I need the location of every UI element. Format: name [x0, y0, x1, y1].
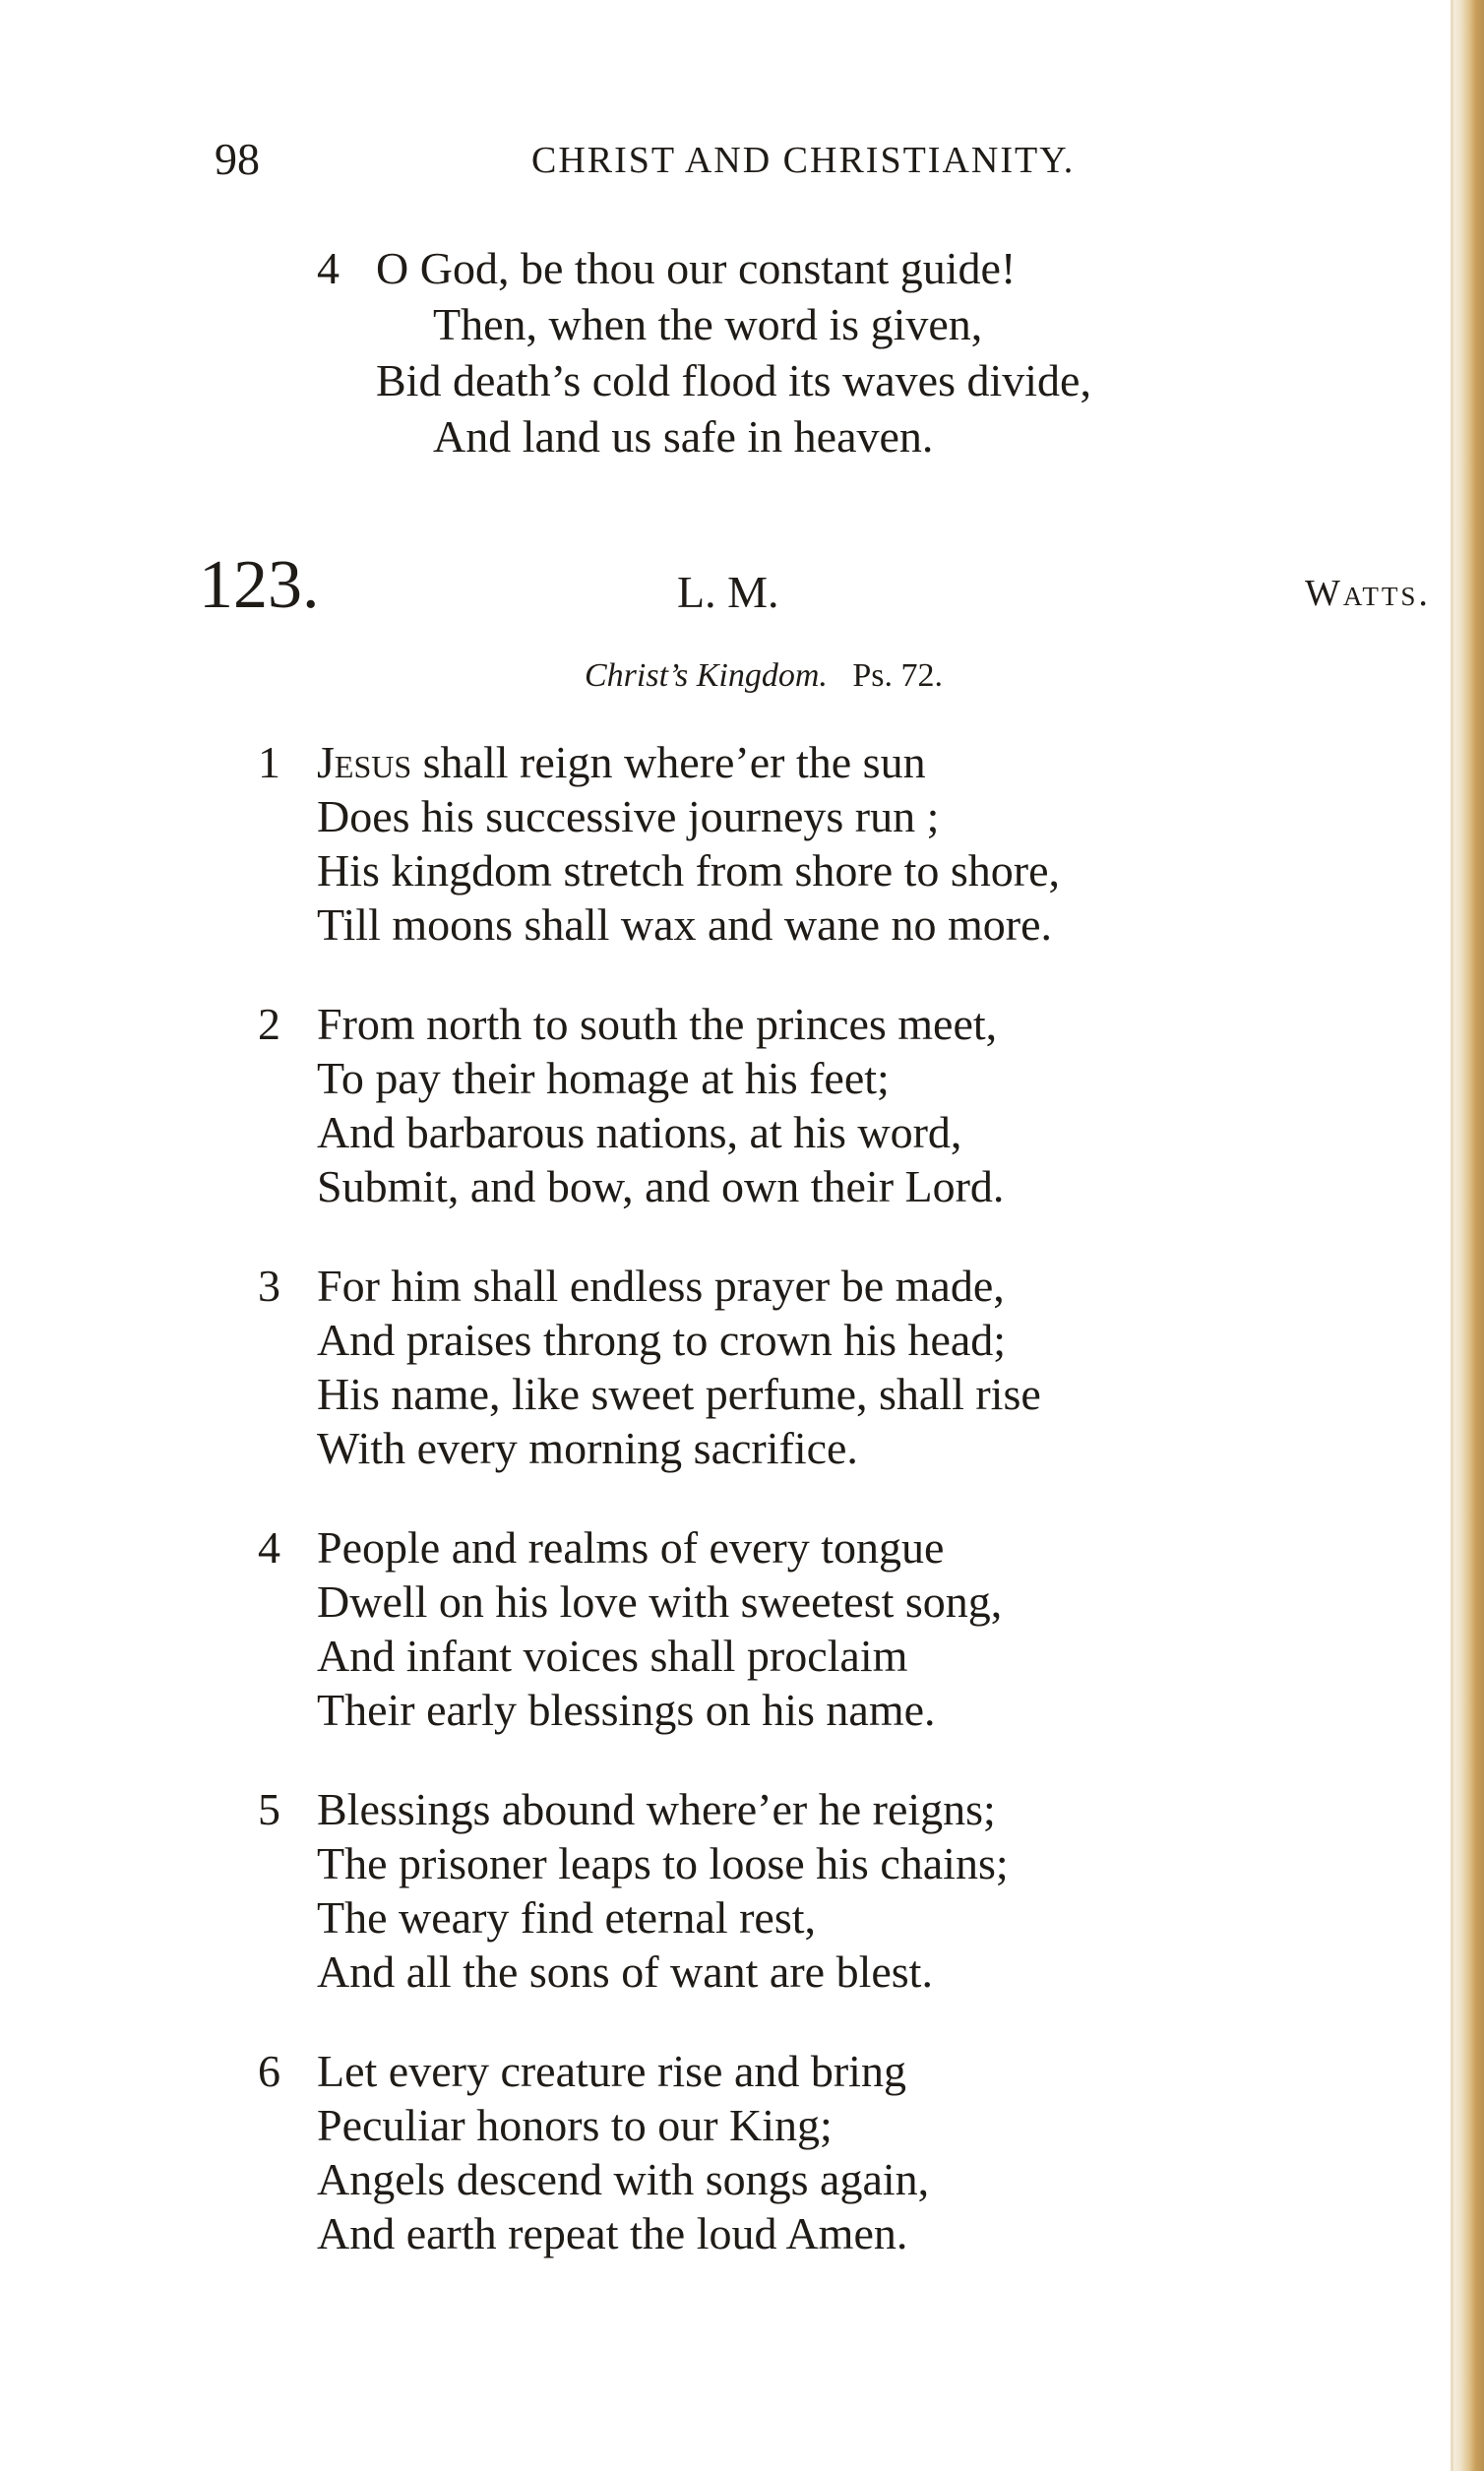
verse-line: From north to south the princes meet,	[317, 999, 998, 1049]
stanza-number: 2	[258, 999, 280, 1049]
stanza-2	[0, 999, 1447, 1228]
stanza-5	[0, 1784, 1447, 2013]
stanza-number: 3	[258, 1261, 280, 1311]
page-edge	[1451, 0, 1484, 2471]
hymn-author: Watts.	[1305, 573, 1431, 614]
verse-line: Angels descend with songs again,	[317, 2154, 930, 2204]
verse-line: And all the sons of want are blest.	[317, 1946, 933, 1997]
verse-line: And praises throng to crown his head;	[317, 1315, 1007, 1365]
verse-line: Their early blessings on his name.	[317, 1685, 936, 1735]
verse-line-rest: shall reign where’er the sun	[422, 737, 926, 787]
verse-line: And barbarous nations, at his word,	[317, 1107, 962, 1157]
hymn-subtitle-title: Christ’s Kingdom.	[585, 657, 828, 694]
running-title: CHRIST AND CHRISTIANITY.	[531, 140, 1076, 181]
hymn-subtitle-ref: Ps. 72.	[852, 657, 944, 694]
stanza-1	[0, 737, 1447, 966]
stanza-number: 4	[317, 243, 340, 293]
verse-line: Submit, and bow, and own their Lord.	[317, 1161, 1005, 1211]
stanza-number: 4	[258, 1522, 280, 1573]
verse-line: Does his successive journeys run ;	[317, 791, 940, 841]
verse-line: Till moons shall wax and wane no more.	[317, 899, 1053, 950]
verse-line: Dwell on his love with sweetest song,	[317, 1576, 1003, 1627]
verse-line	[317, 737, 926, 787]
verse-line: For him shall endless prayer be made,	[317, 1261, 1005, 1311]
hymn-heading	[0, 547, 1447, 625]
running-head	[0, 133, 1447, 182]
verse-line: O God, be thou our constant guide!	[376, 243, 1017, 293]
verse-line: To pay their homage at his feet;	[317, 1053, 890, 1103]
page-number: 98	[215, 134, 260, 184]
verse-line: The weary find eternal rest,	[317, 1892, 817, 1943]
stanza-3	[0, 1261, 1447, 1490]
verse-line: Then, when the word is given,	[433, 299, 983, 349]
hymn-number: 123.	[199, 547, 320, 623]
verse-line: Let every creature rise and bring	[317, 2046, 906, 2096]
verse-line: His name, like sweet perfume, shall rise	[317, 1369, 1041, 1419]
verse-line: His kingdom stretch from shore to shore,	[317, 845, 1061, 896]
verse-line: Peculiar honors to our King;	[317, 2100, 833, 2150]
verse-line: People and realms of every tongue	[317, 1522, 945, 1573]
verse-line: And land us safe in heaven.	[433, 411, 934, 462]
hymn-meter: L. M.	[677, 567, 779, 617]
stanza-number: 1	[258, 737, 280, 787]
stanza-number: 5	[258, 1784, 280, 1834]
stanza-number: 6	[258, 2046, 280, 2096]
verse-line: The prisoner leaps to loose his chains;	[317, 1838, 1009, 1888]
verse-line: And earth repeat the loud Amen.	[317, 2208, 908, 2258]
stanza-4	[0, 1522, 1447, 1752]
verse-line: Blessings abound where’er he reigns;	[317, 1784, 996, 1834]
prev-hymn-stanza	[0, 243, 1447, 472]
verse-line: With every morning sacrifice.	[317, 1423, 858, 1473]
verse-line: Bid death’s cold flood its waves divide,	[376, 355, 1091, 405]
stanza-6	[0, 2046, 1447, 2275]
verse-line: And infant voices shall proclaim	[317, 1631, 908, 1681]
verse-line-first-word: Jesus	[317, 737, 412, 787]
hymn-subtitle	[585, 657, 943, 695]
